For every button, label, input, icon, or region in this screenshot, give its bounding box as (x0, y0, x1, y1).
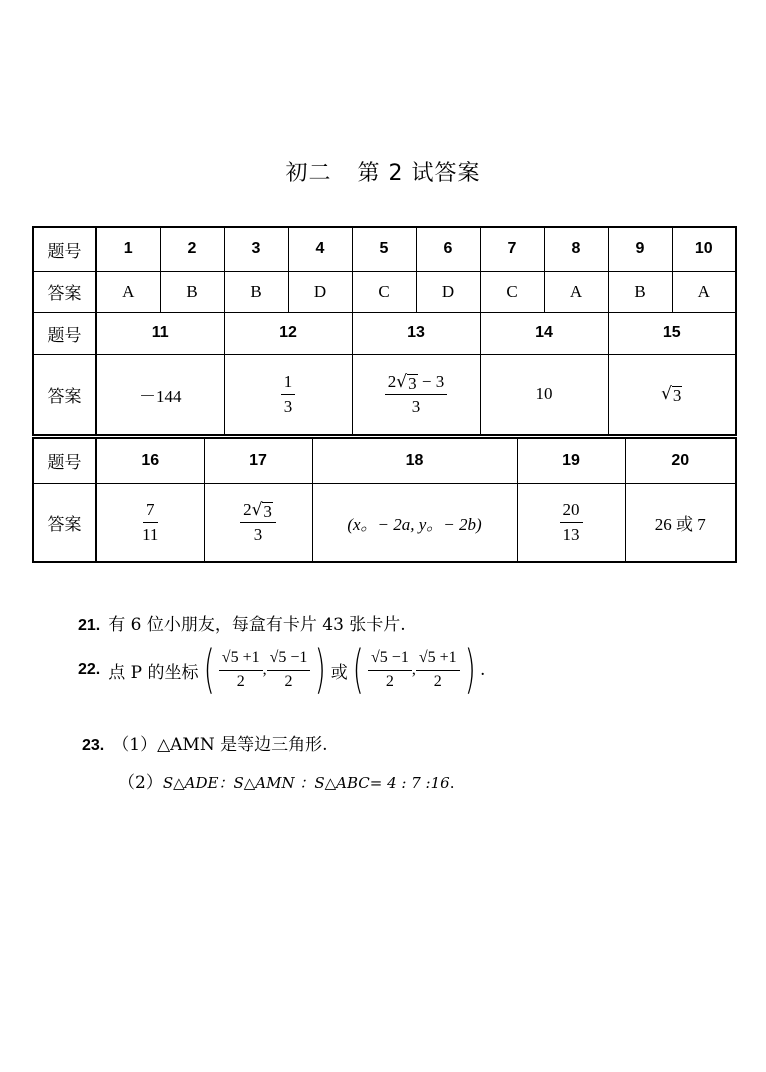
coord-term: √5 −1 (368, 649, 412, 670)
question-number-cell-4: 4 (288, 227, 352, 271)
answer-18: (x。− 2a, y。− 2b) (312, 483, 517, 562)
table-row (33, 227, 736, 271)
question-number-cell-7: 7 (480, 227, 544, 271)
answer-12-num: 1 (281, 372, 296, 395)
question-number-cell-5: 20 (625, 438, 736, 483)
question-23-number: 23. (82, 737, 105, 754)
answer-cell-2: B (160, 271, 224, 312)
answer-13-den: 3 (411, 397, 421, 417)
title-part1: 初二 (285, 161, 332, 186)
question-number-cell-3: 18 (312, 438, 517, 483)
answer-15 (608, 354, 736, 435)
answer-cell-7: C (480, 271, 544, 312)
answer-13-coef: 2 (387, 371, 397, 391)
table-row (33, 438, 736, 483)
question-22: 22. 点 P 的坐标 ( $\frac{√5 +1}{2}$ , $\frac{√5 -1}{2}$ ) 或 ( $\frac{√5 -1}{2}$ , $\frac{√5 +1}{2}$ ) . (78, 640, 486, 700)
question-22-conj: 或 (330, 662, 348, 683)
question-23-part1: （1）△AMN 是等边三角形. (112, 735, 328, 755)
question-number-cell-2: 17 (204, 438, 312, 483)
coord-term: √5 +1 (416, 649, 460, 670)
answer-19-num: 20 (560, 500, 583, 523)
answer-19 (517, 483, 625, 562)
answer-11: －144 (96, 354, 224, 435)
row-label: 题号 (33, 227, 96, 271)
answer-13-rest: − 3 (417, 371, 445, 391)
answer-cell-3: B (224, 271, 288, 312)
question-23 (82, 730, 328, 755)
question-number-cell-9: 9 (608, 227, 672, 271)
question-number-cell-3: 13 (352, 312, 480, 354)
answer-12 (224, 354, 352, 435)
answer-13 (352, 354, 480, 435)
answer-cell-4: D (288, 271, 352, 312)
answer-cell-6: D (416, 271, 480, 312)
coord-term: √5 +1 (219, 649, 263, 670)
answer-cell-10: A (672, 271, 736, 312)
table-row (33, 312, 736, 354)
answer-12-den: 3 (283, 396, 293, 416)
question-number-cell-2: 12 (224, 312, 352, 354)
answer-16-num: 7 (143, 500, 158, 523)
question-22-end: . (479, 660, 486, 680)
question-number-cell-10: 10 (672, 227, 736, 271)
answer-13-radicand: 3 (408, 373, 417, 393)
coord-term: √5 −1 (267, 649, 311, 670)
sqrt-symbol: √ 3 (661, 383, 682, 405)
question-23-part2-end: . (449, 774, 455, 792)
answer-table-1 (32, 226, 737, 436)
question-number-cell-5: 15 (608, 312, 736, 354)
row-label: 答案 (33, 483, 96, 562)
question-23-part2 (118, 768, 454, 793)
sqrt-symbol: √ 3 (396, 371, 417, 393)
table-row (33, 354, 736, 435)
question-23-part2-label: （2） (118, 773, 163, 793)
page-title (0, 156, 766, 187)
answer-table-2 (32, 437, 737, 563)
coord-den: 2 (385, 672, 394, 690)
answer-19-den: 13 (562, 524, 580, 544)
answer-cell-5: C (352, 271, 416, 312)
row-label: 题号 (33, 312, 96, 354)
answer-16-den: 11 (142, 524, 159, 544)
answer-17 (204, 483, 312, 562)
coord-den: 2 (284, 672, 293, 690)
table-row (33, 483, 736, 562)
coord-den: 2 (433, 672, 442, 690)
table-row (33, 271, 736, 312)
row-label: 题号 (33, 438, 96, 483)
answer-17-coef: 2 (243, 499, 252, 519)
question-number-cell-2: 2 (160, 227, 224, 271)
question-number-cell-5: 5 (352, 227, 416, 271)
row-label: 答案 (33, 271, 96, 312)
answer-14: 10 (480, 354, 608, 435)
question-21-text: 有 6 位小朋友，每盒有卡片 43 张卡片. (108, 615, 406, 635)
question-number-cell-4: 14 (480, 312, 608, 354)
answer-16 (96, 483, 204, 562)
question-number-cell-6: 6 (416, 227, 480, 271)
coord-den: 2 (236, 672, 245, 690)
question-number-cell-1: 1 (96, 227, 160, 271)
sqrt-symbol: √ 3 (251, 499, 272, 521)
answer-17-radicand: 3 (263, 501, 272, 521)
answer-20: 26 或 7 (625, 483, 736, 562)
answer-17-den: 3 (253, 525, 263, 545)
title-part2: 第 2 试答案 (357, 161, 481, 186)
question-number-cell-3: 3 (224, 227, 288, 271)
question-number-cell-1: 11 (96, 312, 224, 354)
row-label: 答案 (33, 354, 96, 435)
question-number-cell-4: 19 (517, 438, 625, 483)
question-21-number: 21. (78, 617, 101, 634)
question-number-cell-1: 16 (96, 438, 204, 483)
answer-cell-1: A (96, 271, 160, 312)
area-ratio-expression: S△ADE：S△AMN ：S△ABC= 4 : 7 :16 (162, 774, 450, 792)
question-22-prefix: 点 P 的坐标 (108, 662, 199, 683)
question-number-cell-8: 8 (544, 227, 608, 271)
question-21 (78, 610, 406, 635)
answer-cell-8: A (544, 271, 608, 312)
answer-cell-9: B (608, 271, 672, 312)
question-22-number: 22. (78, 661, 101, 678)
answer-15-radicand: 3 (672, 385, 682, 405)
